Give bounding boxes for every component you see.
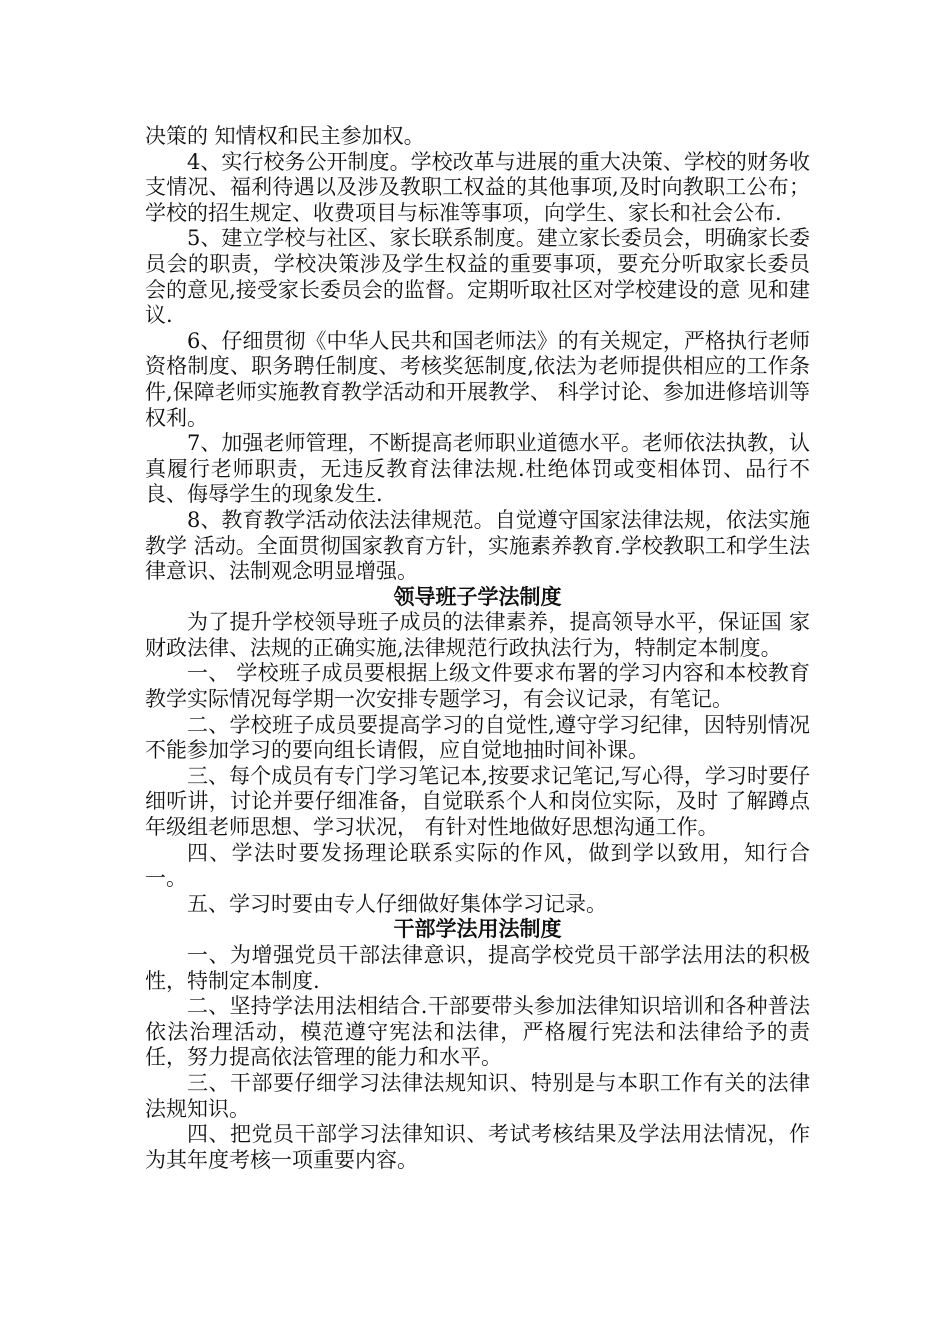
document-page [145, 124, 810, 1173]
paragraph: 6、仔细贯彻《中华人民共和国老师法》的有关规定，严格执行老师资格制度、职务聘任制度、考核奖惩制度,依法为老师提供相应的工作条件,保障老师实施教育教学活动和开展教学、 科学讨论、参加进修培训等权利。 [145, 328, 810, 430]
paragraph: 二、学校班子成员要提高学习的自觉性,遵守学习纪律，因特别情况不能参加学习的要向组长请假，应自觉地抽时间补课。 [145, 712, 810, 763]
paragraph: 为了提升学校领导班子成员的法律素养，提高领导水平，保证国 家财政法律、法规的正确实施,法律规范行政执法行为，特制定本制度。 [145, 610, 810, 660]
paragraph: 五、学习时要由专人仔细做好集体学习记录。 [187, 891, 607, 916]
paragraph: 4、实行校务公开制度。学校改革与进展的重大决策、学校的财务收 支情况、福利待遇以及涉及教职工权益的其他事项,及时向教职工公布；学校的招生规定、收费项目与标准等事项，向学生、家长和社会公布. [145, 149, 810, 225]
paragraph: 四、学法时要发扬理论联系实际的作风，做到学以致用，知行合 一。 [145, 840, 810, 891]
paragraph: 7、加强老师管理，不断提高老师职业道德水平。老师依法执教，认 真履行老师职责，无违反教育法律法规.杜绝体罚或变相体罚、品行不良、侮辱学生的现象发生. [145, 431, 810, 507]
paragraph: 5、建立学校与社区、家长联系制度。建立家长委员会，明确家长委 员会的职责，学校决策涉及学生权益的重要事项，要充分听取家长委员会的意见,接受家长委员会的监督。定期听取社区对学校建设的意 见和建议. [145, 226, 810, 328]
paragraph: 一、 学校班子成员要根据上级文件要求布署的学习内容和本校教育教学实际情况每学期一次安排专题学习，有会议记录，有笔记。 [145, 661, 810, 712]
section-heading: 领导班子学法制度 [393, 584, 562, 609]
paragraph: 二、坚持学法用法相结合.干部要带头参加法律知识培训和各种普法依法治理活动，模范遵守宪法和法律，严格履行宪法和法律给予的责任，努力提高依法管理的能力和水平。 [145, 994, 810, 1070]
paragraph: 三、每个成员有专门学习笔记本,按要求记笔记,写心得，学习时要仔细听讲，讨论并要仔细准备，自觉联系个人和岗位实际，及时 了解蹲点年级组老师思想、学习状况， 有针对性地做好思想沟通工作。 [145, 763, 810, 840]
paragraph: 四、把党员干部学习法律知识、考试考核结果及学法用法情况，作为其年度考核一项重要内容。 [145, 1122, 810, 1172]
section-leadership-study [145, 585, 810, 918]
paragraph: 决策的 知情权和民主参加权。 [145, 124, 425, 148]
paragraph: 三、干部要仔细学习法律法规知识、特别是与本职工作有关的法律法规知识。 [145, 1070, 810, 1121]
section-intro [145, 124, 810, 585]
paragraph: 一、为增强党员干部法律意识，提高学校党员干部学法用法的积极性，特制定本制度. [145, 943, 810, 993]
section-heading: 干部学法用法制度 [393, 917, 562, 942]
section-cadre-law [145, 917, 810, 1173]
paragraph: 8、教育教学活动依法法律规范。自觉遵守国家法律法规，依法实施教学 活动。全面贯彻国家教育方针，实施素养教育.学校教职工和学生法律意识、法制观念明显增强。 [145, 507, 810, 584]
